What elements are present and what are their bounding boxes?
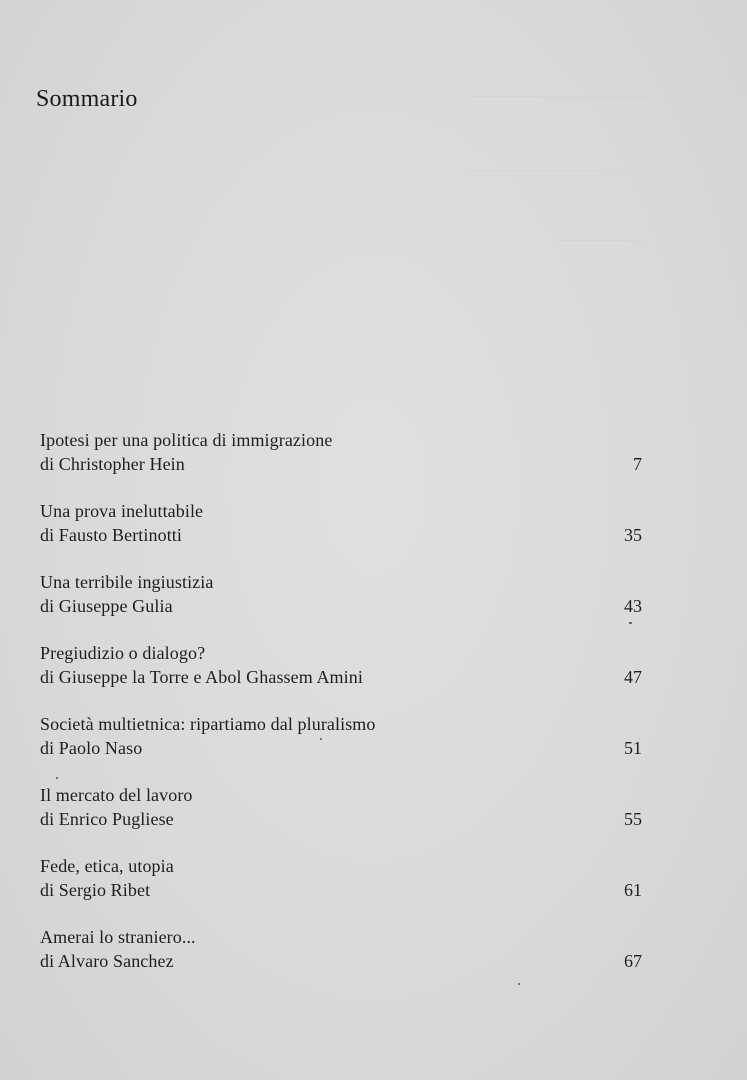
entry-title: Pregiudizio o dialogo?: [40, 643, 206, 663]
entry-page-number: 43: [624, 596, 642, 616]
toc-entry: [40, 925, 644, 973]
entry-title: Fede, etica, utopia: [40, 856, 174, 876]
entry-page-number: 7: [633, 454, 642, 474]
entry-author: di Paolo Naso: [40, 738, 143, 758]
entry-page-number: 61: [624, 880, 642, 900]
bleed-through-texture: [556, 240, 646, 255]
page-title: Sommario: [36, 86, 138, 112]
entry-author: di Enrico Pugliese: [40, 809, 174, 829]
print-speck: [629, 622, 632, 624]
bleed-through-texture: [470, 170, 640, 185]
entry-author: di Sergio Ribet: [40, 880, 151, 900]
entry-title: Una terribile ingiustizia: [40, 572, 214, 592]
entry-title: Una prova ineluttabile: [40, 501, 204, 521]
toc-entry: [40, 712, 644, 760]
entry-title: Ipotesi per una politica di immigrazione: [40, 430, 333, 450]
entry-author: di Giuseppe la Torre e Abol Ghassem Amini: [40, 667, 363, 687]
entry-author: di Alvaro Sanchez: [40, 951, 174, 971]
print-speck: [518, 983, 520, 985]
table-of-contents: [40, 428, 644, 996]
entry-page-number: 51: [624, 738, 642, 758]
toc-entry: [40, 570, 644, 618]
toc-entry: [40, 499, 644, 547]
entry-page-number: 35: [624, 525, 642, 545]
toc-entry: [40, 641, 644, 689]
entry-title: Il mercato del lavoro: [40, 785, 193, 805]
print-speck: [56, 777, 58, 779]
entry-title: Società multietnica: ripartiamo dal pluralismo: [40, 714, 376, 734]
entry-page-number: 47: [624, 667, 642, 687]
entry-author: di Giuseppe Gulia: [40, 596, 173, 616]
entry-title: Amerai lo straniero...: [40, 927, 196, 947]
entry-page-number: 67: [624, 951, 642, 971]
entry-author: di Christopher Hein: [40, 454, 185, 474]
toc-entry: [40, 854, 644, 902]
print-speck: [320, 738, 322, 740]
entry-author: di Fausto Bertinotti: [40, 525, 183, 545]
toc-entry: [40, 783, 644, 831]
toc-entry: [40, 428, 644, 476]
bleed-through-texture: [470, 96, 650, 111]
entry-page-number: 55: [624, 809, 642, 829]
